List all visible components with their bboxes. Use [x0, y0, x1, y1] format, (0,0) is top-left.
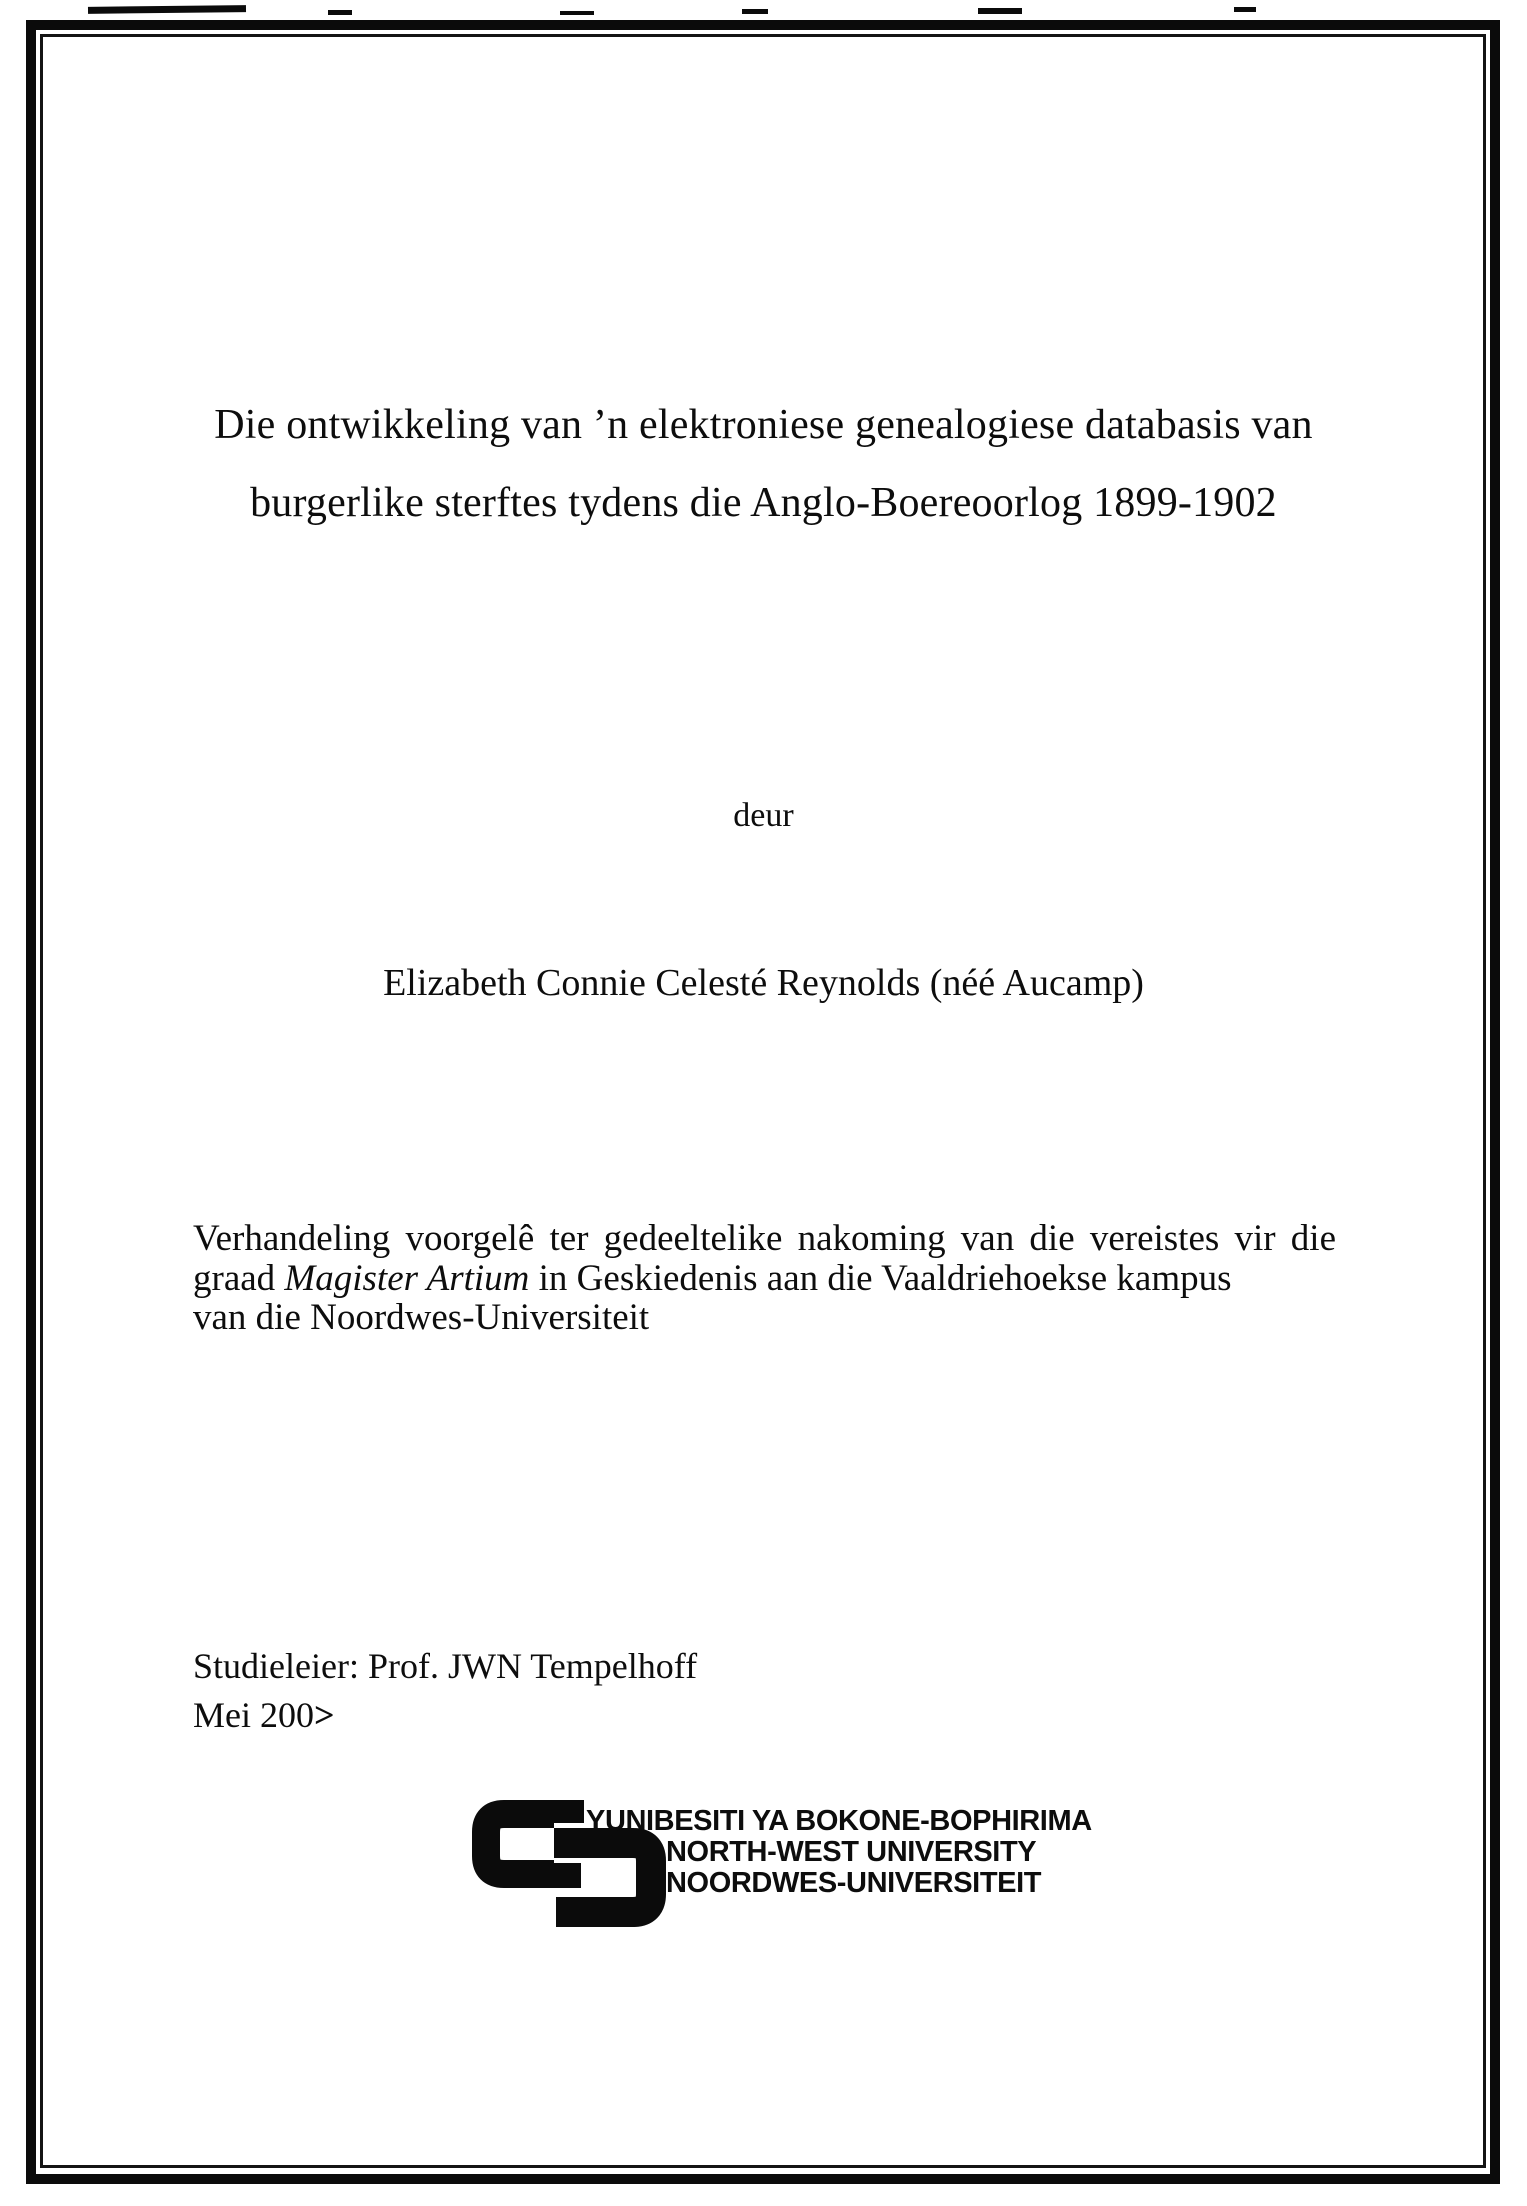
date-artifact-glyph: > — [314, 1695, 333, 1735]
statement-line-2-pre: graad — [193, 1257, 285, 1299]
thesis-title-line-1: Die ontwikkeling van ’n elektroniese genealogiese databasis van — [214, 402, 1313, 448]
thesis-title — [60, 386, 1467, 542]
logo-text-english: NORTH-WEST UNIVERSITY — [666, 1836, 1037, 1868]
date-prefix: Mei 200 — [193, 1695, 314, 1735]
thesis-title-line-2: burgerlike sterftes tydens die Anglo-Boereoorlog 1899-1902 — [250, 480, 1277, 526]
scan-artifact — [328, 10, 352, 15]
statement-line-3: van die Noordwes-Universiteit — [193, 1297, 650, 1338]
statement-line-2-post: in Geskiedenis aan die Vaaldriehoekse kampus — [529, 1257, 1232, 1299]
author-name: Elizabeth Connie Celesté Reynolds (néé Aucamp) — [383, 962, 1144, 1004]
logo-text-setswana: YUNIBESITI YA BOKONE-BOPHIRIMA — [586, 1805, 1092, 1837]
scan-artifact — [88, 5, 246, 14]
university-logo-text — [586, 1806, 1092, 1899]
supervisor-block — [193, 1642, 697, 1740]
degree-statement — [193, 1219, 1336, 1338]
scan-artifact — [560, 11, 594, 15]
scan-artifact — [978, 8, 1022, 14]
statement-line-1: Verhandeling voorgelê ter gedeeltelike nakoming van die vereistes vir die — [193, 1218, 1336, 1259]
date-line — [193, 1691, 697, 1740]
degree-name-italic: Magister Artium — [284, 1257, 530, 1299]
logo-text-afrikaans: NOORDWES-UNIVERSITEIT — [666, 1867, 1042, 1899]
scan-artifact — [1234, 7, 1256, 12]
university-logo — [466, 1798, 1092, 1938]
scan-artifact — [742, 9, 768, 14]
supervisor-line: Studieleier: Prof. JWN Tempelhoff — [193, 1646, 698, 1686]
statement-line-2 — [193, 1259, 1336, 1299]
byline-deur: deur — [733, 797, 794, 834]
